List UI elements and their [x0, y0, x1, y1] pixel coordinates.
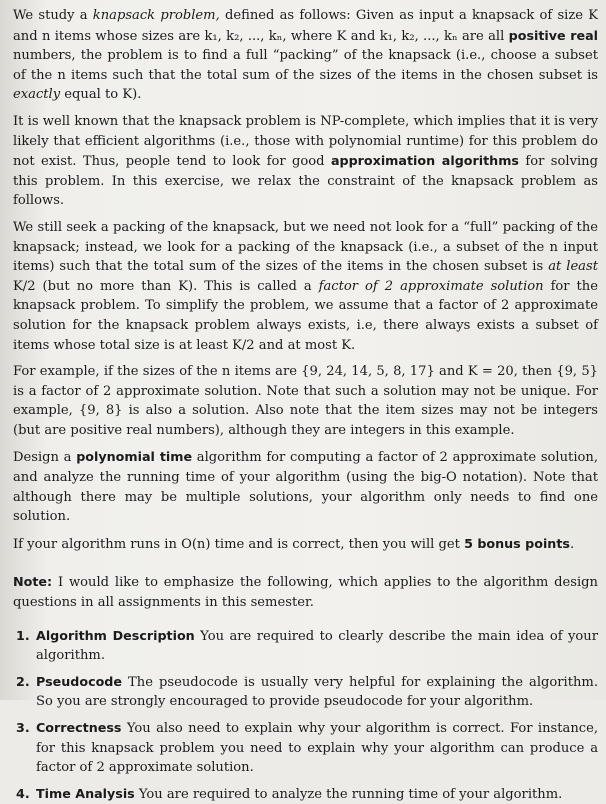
problem-definition-paragraph: We study a knapsack problem, defined as follows: Given as input a knapsack of size K and n items whose sizes are k₁, k₂, ..., kₙ, where K and k₁, k₂, ..., kₙ are all positive real numbers, the problem is to find a full “packing” of the knapsack (i.e., choose a subset of the n items such that the total sum of the sizes of the items in the chosen subset is exactly equal to K). [13, 8, 598, 103]
example-paragraph: For example, if the sizes of the n items are {9, 24, 14, 5, 8, 17} and K = 20, then {9, 5} is a factor of 2 approximate solution. Note that such a solution may not be unique. For example, {9, 8} is also a solution. Also note that the item sizes may not be integers (but are positive real numbers), although they are integers in this example. [13, 364, 598, 438]
list-item: 4. Time Analysis You are required to analyze the running time of your algorithm. [16, 785, 563, 802]
requirements-list [13, 626, 598, 804]
design-task-paragraph: Design a polynomial time algorithm for computing a factor of 2 approximate solution, and analyze the running time of your algorithm (using the big-O notation). Note that although there may be multiple solutions, your algorithm only needs to find one solution. [13, 449, 598, 525]
list-item: 3. Correctness You also need to explain why your algorithm is correct. For instance, for this knapsack problem you need to explain why your algorithm can produce a factor of 2 approximate solution. [16, 720, 598, 776]
relaxation-paragraph: We still seek a packing of the knapsack, but we need not look for a “full” packing of the knapsack; instead, we look for a packing of the knapsack (i.e., a subset of the n input items) such that the total sum of the sizes of the items in the chosen subset is at least K/2 (but no more than K). This is called a factor of 2 approximate solution for the knapsack problem. To simplify the problem, we assume that a factor of 2 approximate solution for the knapsack problem always exists, i.e, there always exists a subset of items whose total size is at least K/2 and at most K. [13, 219, 598, 353]
np-complete-paragraph: It is well known that the knapsack problem is NP-complete, which implies that it is very likely that efficient algorithms (i.e., those with polynomial runtime) for this problem do not exist. Thus, people tend to look for good approximation algorithms for solving this problem. In this exercise, we relax the constraint of the knapsack problem as follows. [13, 113, 598, 209]
factor-2-term: factor of 2 approximate solution [318, 278, 544, 294]
list-item: 1. Algorithm Description You are required to clearly describe the main idea of your algorithm. [16, 627, 598, 664]
knapsack-problem-term: knapsack problem, [92, 8, 220, 23]
note-label: Note: [13, 574, 53, 590]
note-paragraph: Note: I would like to emphasize the following, which applies to the algorithm design questions in all assignments in this semester. [13, 574, 598, 611]
list-item: 2. Pseudocode The pseudocode is usually very helpful for explaining the algorithm. So you are strongly encouraged to provide pseudocode for your algorithm. [16, 673, 598, 710]
bonus-paragraph: If your algorithm runs in O(n) time and is correct, then you will get 5 bonus points. [13, 535, 575, 552]
